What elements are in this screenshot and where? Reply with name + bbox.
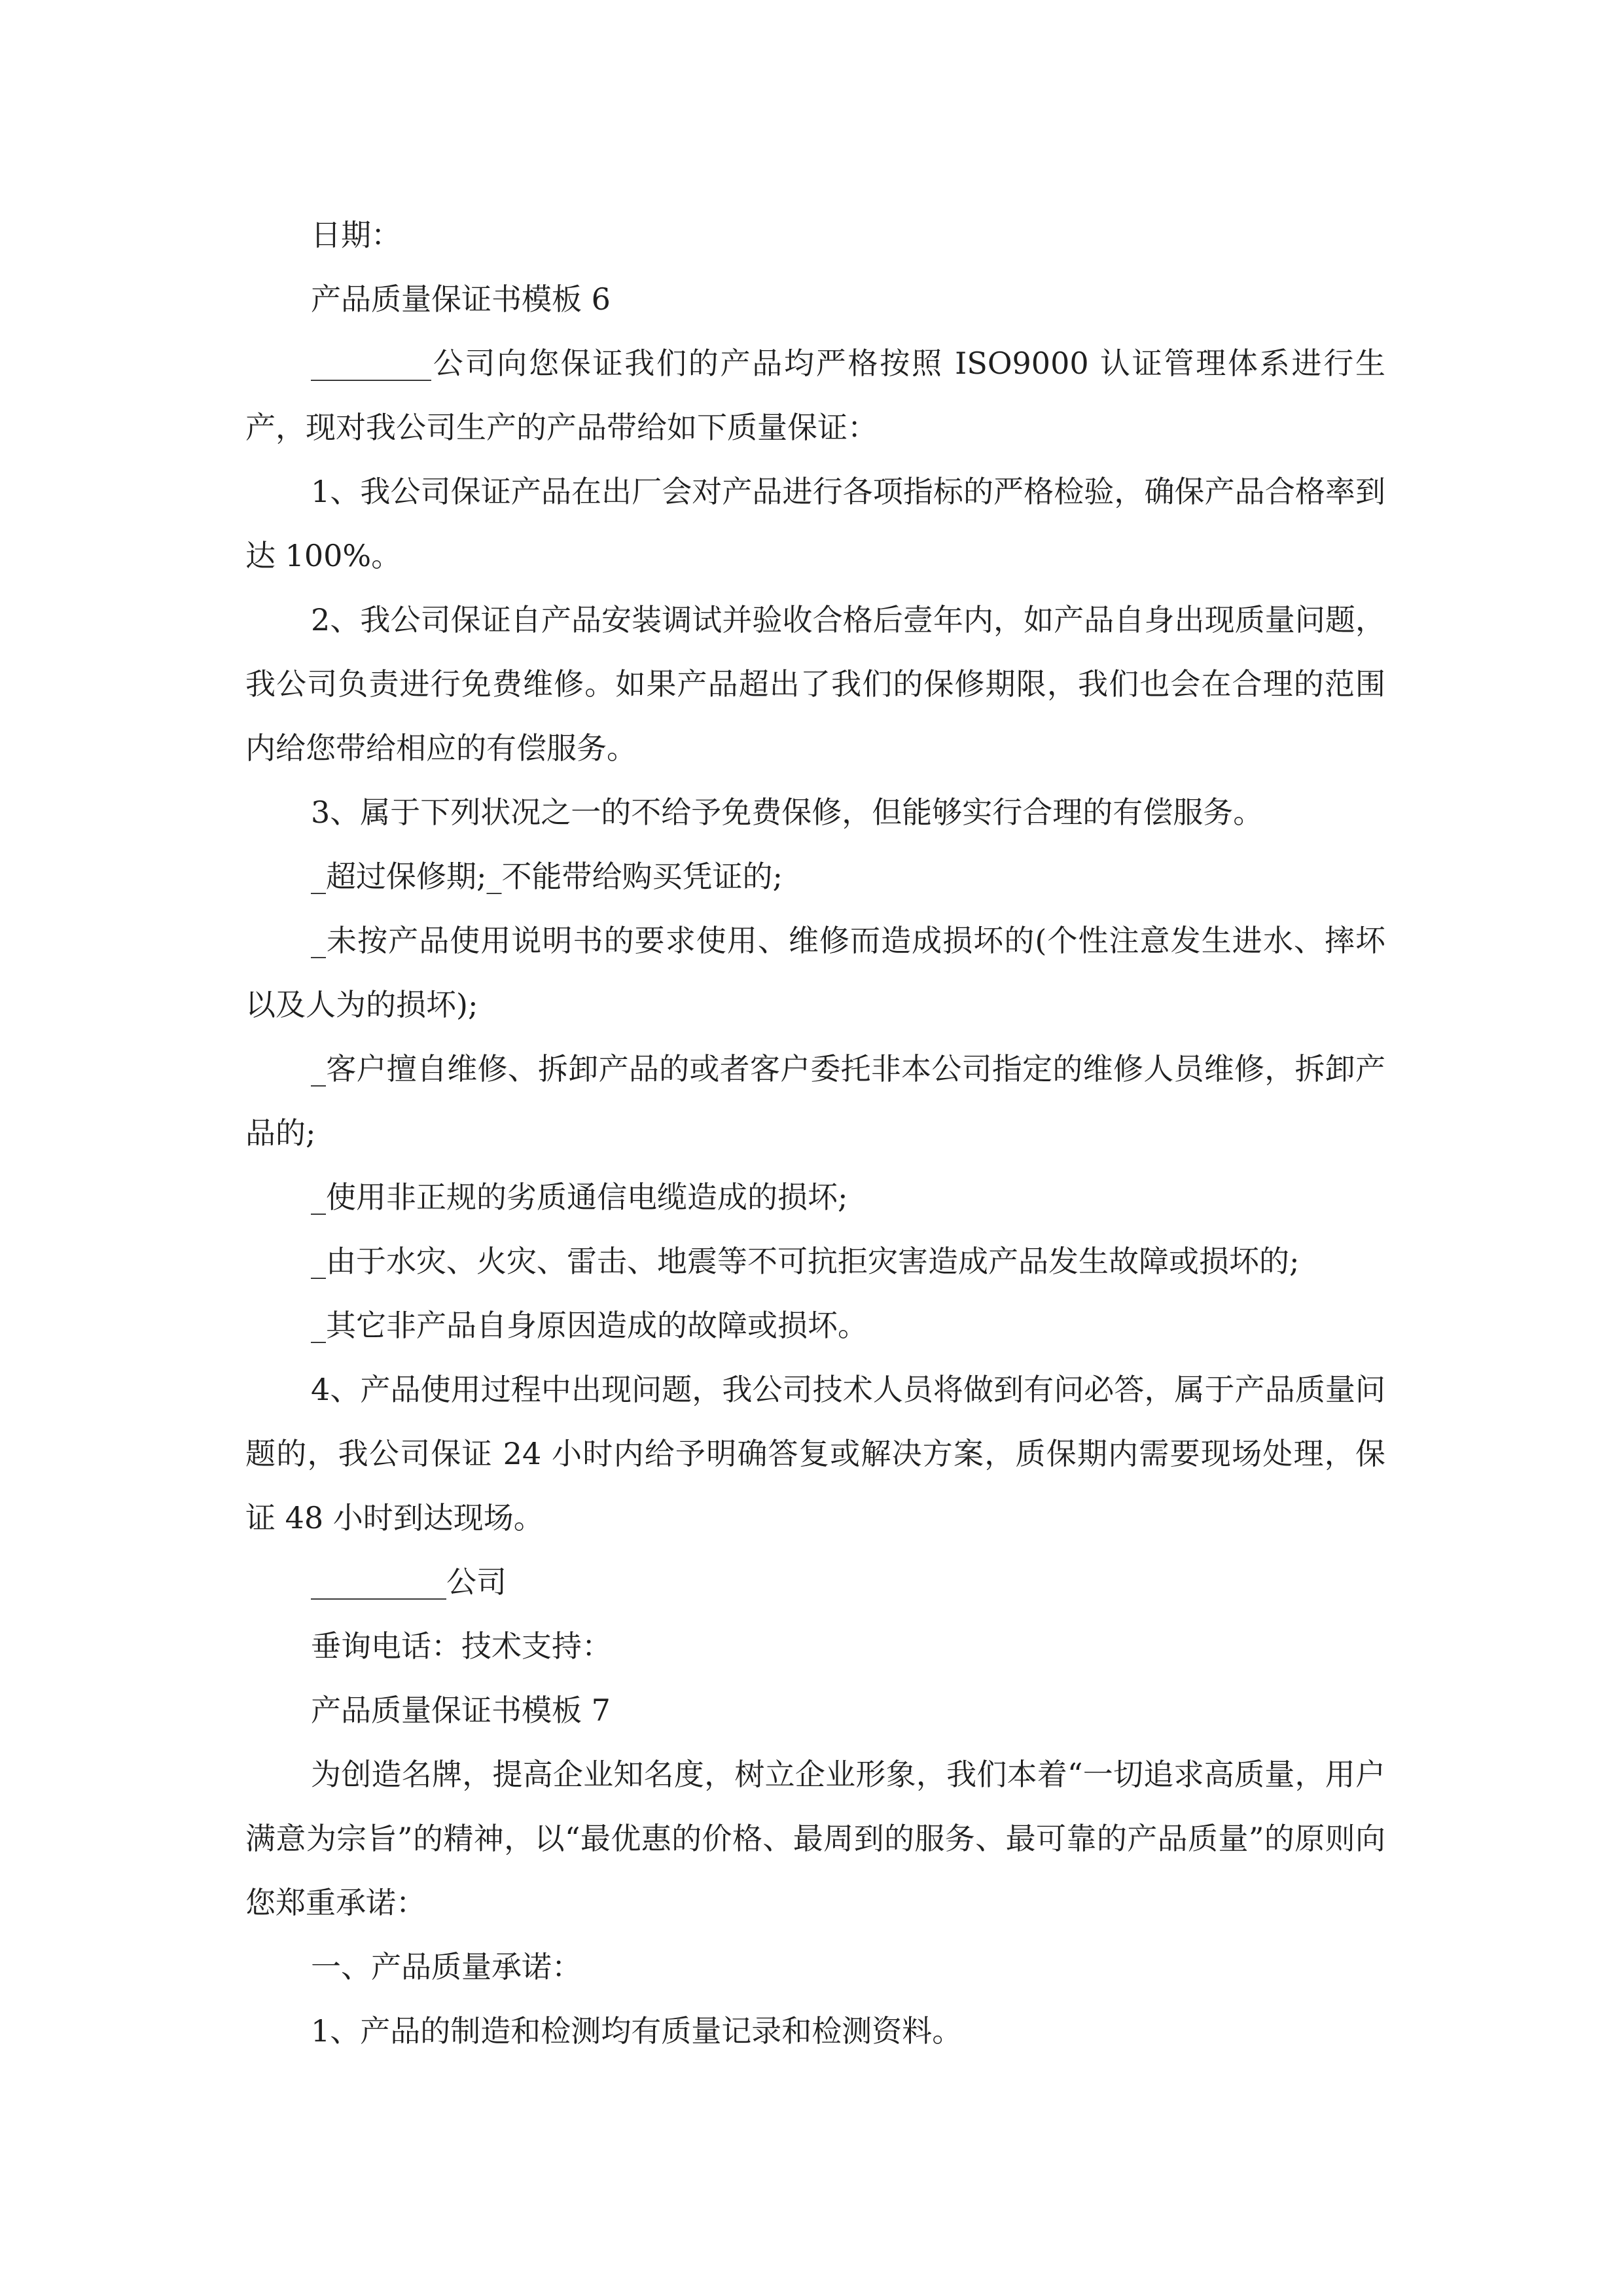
exclusion-item: _其它非产品自身原因造成的故障或损坏。 [311,1308,868,1343]
company-signature-line: _________公司 [311,1564,507,1600]
exclusion-item: _客户擅自维修、拆卸产品的或者客户委托非本公司指定的维修人员维修，拆卸产品的; [245,1051,1385,1151]
section-heading-template-7: 产品质量保证书模板 7 [311,1693,611,1728]
clause-2: 2、我公司保证自产品安装调试并验收合格后壹年内，如产品自身出现质量问题，我公司负责进行免费维修。如果产品超出了我们的保修期限，我们也会在合理的范围内给您带给相应的有偿服务。 [245,602,1385,766]
contact-line: 垂询电话：技术支持： [311,1628,612,1664]
section-heading-template-6: 产品质量保证书模板 6 [311,281,611,317]
clause-1: 1、我公司保证产品在出厂会对产品进行各项指标的严格检验，确保产品合格率到达 100%。 [245,474,1385,573]
clause-4: 4、产品使用过程中出现问题，我公司技术人员将做到有问必答，属于产品质量问题的，我公司保证 24 小时内给予明确答复或解决方案，质保期内需要现场处理，保证 48 小时到达现场。 [245,1372,1385,1535]
intro-paragraph: ________公司向您保证我们的产品均严格按照 ISO9000 认证管理体系进行生产，现对我公司生产的产品带给如下质量保证： [245,346,1385,445]
commitment-intro: 为创造名牌，提高企业知名度，树立企业形象，我们本着“一切追求高质量，用户满意为宗旨”的精神，以“最优惠的价格、最周到的服务、最可靠的产品质量”的原则向您郑重承诺： [245,1757,1385,1920]
exclusion-item: _未按产品使用说明书的要求使用、维修而造成损坏的(个性注意发生进水、摔坏以及人为的损坏); [245,923,1385,1022]
subheading-quality-commitment: 一、产品质量承诺： [311,1949,582,1984]
exclusion-item: _使用非正规的劣质通信电缆造成的损坏; [311,1179,848,1215]
commitment-item-1: 1、产品的制造和检测均有质量记录和检测资料。 [311,2013,963,2049]
exclusion-item: _超过保修期;_不能带给购买凭证的; [311,859,783,894]
clause-3: 3、属于下列状况之一的不给予免费保修，但能够实行合理的有偿服务。 [311,795,1264,830]
exclusion-item: _由于水灾、火灾、雷击、地震等不可抗拒灾害造成产品发生故障或损坏的; [311,1244,1300,1279]
document-body [245,203,1385,2063]
date-line: 日期： [311,217,401,253]
